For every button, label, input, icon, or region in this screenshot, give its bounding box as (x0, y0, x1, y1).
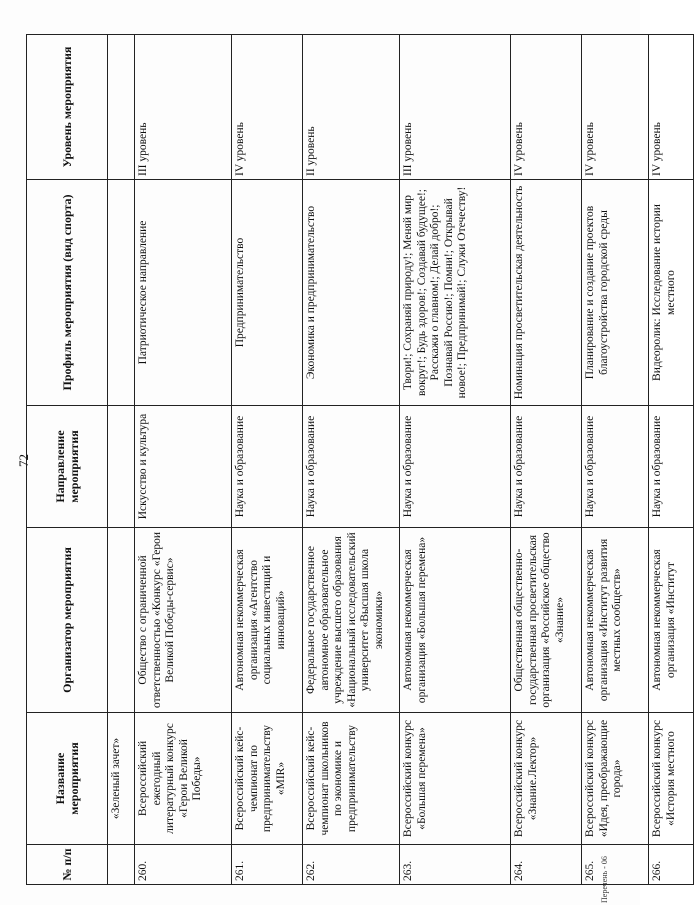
cell-num: 262. (303, 845, 400, 885)
cell-num: 263. (400, 845, 511, 885)
cell-profile: Предпринимательство (232, 180, 303, 406)
cell-level: III уровень (400, 35, 511, 180)
table-row (649, 35, 694, 885)
cell-level (108, 35, 135, 180)
cell-name: Всероссийский кейс-чемпионат по предпринимательству «MIR» (232, 713, 303, 845)
footer-note: Перечень - 06 (600, 856, 609, 903)
cell-level: IV уровень (511, 35, 582, 180)
cell-profile: Видеоролик: Исследование истории местного (649, 180, 694, 406)
cell-profile: Номинация просветительская деятельность (511, 180, 582, 406)
cell-profile: Патриотическое направление (135, 180, 232, 406)
cell-profile: Твори!; Сохраняй природу!; Меняй мир вокруг!; Будь здоров!; Создавай будущее!; Расскажи о главном!; Делай добро!; Познавай Россию!; Помни!; Открывай новое!; Предпринимай!; Служи Отечеству! (400, 180, 511, 406)
cell-organizer: Общественная общественно-государственная просветительская организация «Российское общество «Знание» (511, 528, 582, 713)
table-row (582, 35, 649, 885)
cell-organizer: Общество с ограниченной ответственностью «Конкурс «Герои Великой Победы-сервис» (135, 528, 232, 713)
cell-direction: Наука и образование (649, 406, 694, 528)
cell-level: IV уровень (582, 35, 649, 180)
header-direction: Направление мероприятия (27, 406, 108, 528)
cell-organizer: Автономная некоммерческая организация «Агентство социальных инвестиций и инноваций» (232, 528, 303, 713)
header-num: № п/п (27, 845, 108, 885)
cell-direction: Наука и образование (232, 406, 303, 528)
cell-name: Всероссийский конкурс «Идея, преображающие города» (582, 713, 649, 845)
cell-organizer (108, 528, 135, 713)
cell-organizer: Автономная некоммерческая организация «Большая перемена» (400, 528, 511, 713)
table-row (303, 35, 400, 885)
cell-name: «Зеленый зачет» (108, 713, 135, 845)
table-row (232, 35, 303, 885)
cell-organizer: Федеральное государственное автономное образовательное учреждение высшего образования «Национальный исследовательский университет «Высшая школа экономики» (303, 528, 400, 713)
cell-organizer: Автономная некоммерческая организация «Институт развития местных сообществ» (582, 528, 649, 713)
cell-name: Всероссийский конкурс «Знание.Лектор» (511, 713, 582, 845)
events-table (26, 34, 694, 885)
header-organizer: Организатор мероприятия (27, 528, 108, 713)
cell-num: 266. (649, 845, 694, 885)
cell-name: Всероссийский конкурс «Большая перемена» (400, 713, 511, 845)
cell-profile: Планирование и создание проектов благоустройства городской среды (582, 180, 649, 406)
cell-level: II уровень (303, 35, 400, 180)
cell-direction: Наука и образование (511, 406, 582, 528)
cell-num: 261. (232, 845, 303, 885)
table-row (511, 35, 582, 885)
cell-direction: Искусство и культура (135, 406, 232, 528)
cell-name: Всероссийский ежегодный литературный конкурс «Герои Великой Победы» (135, 713, 232, 845)
cell-num (108, 845, 135, 885)
cell-level: IV уровень (232, 35, 303, 180)
cell-level: III уровень (135, 35, 232, 180)
cell-profile: Экономика и предпринимательство (303, 180, 400, 406)
table-row (400, 35, 511, 885)
cell-profile (108, 180, 135, 406)
header-name: Название мероприятия (27, 713, 108, 845)
cell-num: 260. (135, 845, 232, 885)
table-row (135, 35, 232, 885)
cell-organizer: Автономная некоммерческая организация «Институт (649, 528, 694, 713)
table-row (108, 35, 135, 885)
header-profile: Профиль мероприятия (вид спорта) (27, 180, 108, 406)
cell-direction: Наука и образование (400, 406, 511, 528)
cell-direction: Наука и образование (582, 406, 649, 528)
cell-level: IV уровень (649, 35, 694, 180)
header-level: Уровень мероприятия (27, 35, 108, 180)
cell-num: 265. (582, 845, 649, 885)
cell-name: Всероссийский конкурс «История местного (649, 713, 694, 845)
table-header-row (27, 35, 108, 885)
cell-num: 264. (511, 845, 582, 885)
page-number: 72 (16, 454, 31, 467)
cell-name: Всероссийский кейс-чемпионат школьников по экономике и предпринимательству (303, 713, 400, 845)
cell-direction (108, 406, 135, 528)
cell-direction: Наука и образование (303, 406, 400, 528)
